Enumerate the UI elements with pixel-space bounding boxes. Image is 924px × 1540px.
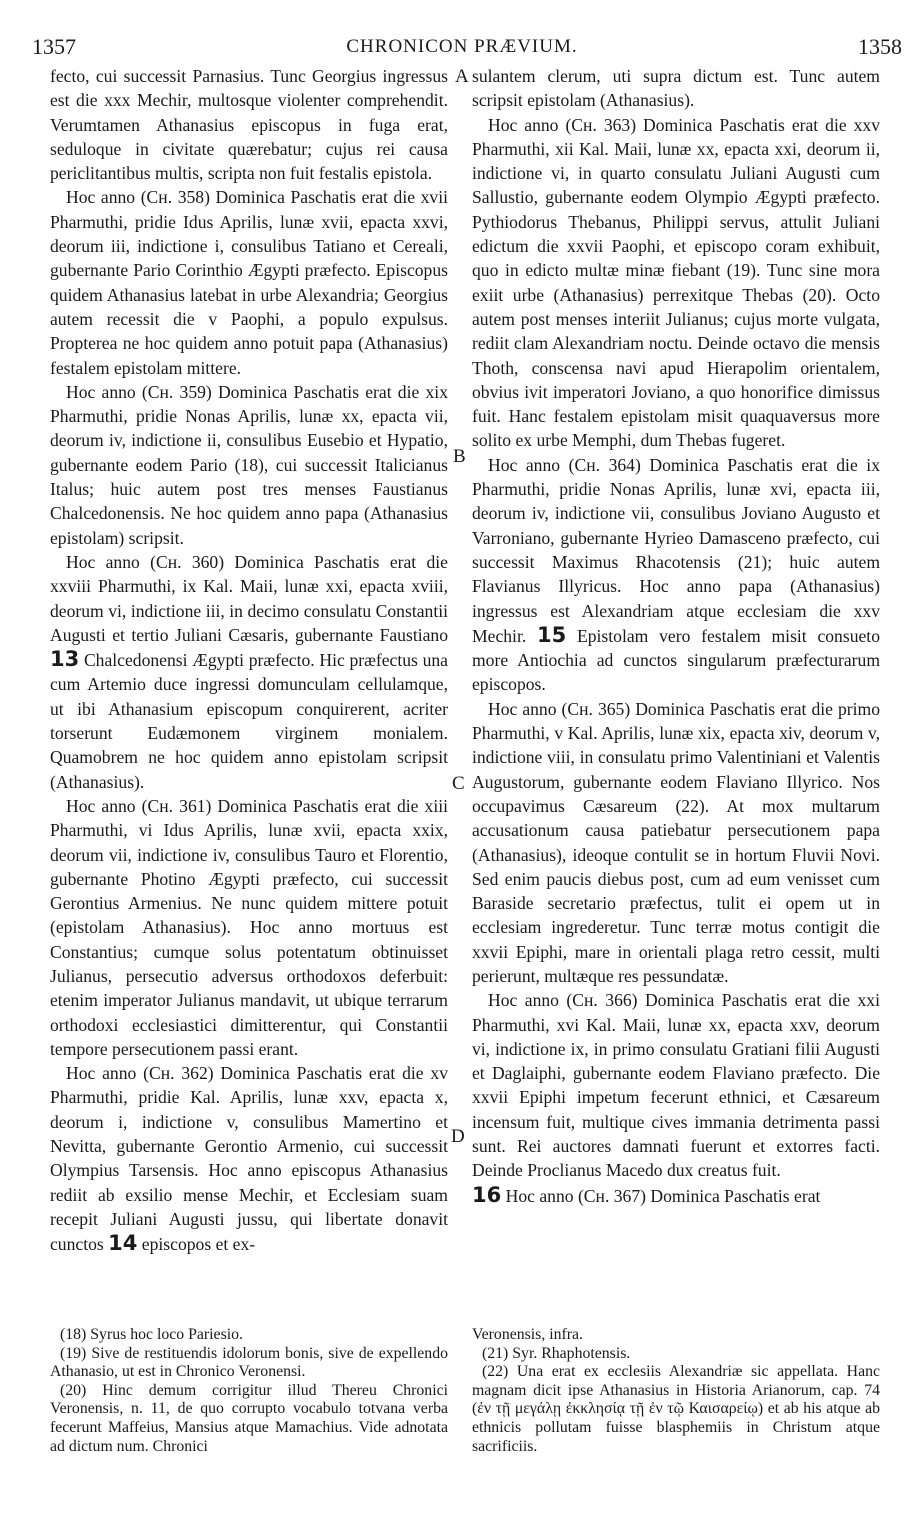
footnotes-left: [50, 1326, 448, 1456]
margin-letter-c: C: [452, 773, 465, 794]
section-marker-14: 14: [108, 1231, 138, 1256]
running-title: CHRONICON PRÆVIUM.: [346, 36, 578, 57]
footnote-18: (18) Syrus hoc loco Pariesio.: [60, 1326, 243, 1343]
footnote-continuation: Veronensis, infra.: [472, 1326, 583, 1343]
paragraph-text: Epistolam vero festalem misit consueto more Antiochia ad cunctos singularum præfecturarum episcopos.: [472, 625, 880, 695]
page-header: [0, 34, 924, 62]
margin-letter-d: D: [451, 1126, 465, 1147]
paragraph-text: episcopos et ex-: [141, 1234, 256, 1255]
left-column: [50, 64, 448, 1257]
paragraph-text: Hoc anno (Cн. 362) Dominica Paschatis erat die xv Pharmuthi, pridie Kal. Aprilis, lunæ xxv, epacta x, deorum i, indictione v, consulibus Mamertino et Nevitta, gubernante Gerontio Armenio, cui successit Olympius Tarsensis. Hoc anno episcopus Athanasius rediit ab exsilio mense Mechir, et Ecclesiam suam recepit Juliani Augusti jussu, qui libertate donavit cunctos: [50, 1063, 448, 1255]
paragraph: [50, 550, 448, 794]
paragraph: Hoc anno (Cн. 358) Dominica Paschatis erat die xvii Pharmuthi, pridie Idus Aprilis, lunæ xvii, epacta xxvi, deorum iii, indictione i, consulibus Tatiano et Cereali, gubernante Pario Corinthio Ægypti præfecto. Episcopus quidem Athanasius latebat in urbe Alexandria; Georgius autem recessit die v Paophi, a populo expulsus. Propterea ne hoc quidem anno potuit papa (Athanasius) festalem epistolam mittere.: [50, 187, 448, 378]
paragraph: Hoc anno (Cн. 361) Dominica Paschatis erat die xiii Pharmuthi, vi Idus Aprilis, lunæ xvii, epacta xxix, deorum vii, indictione iv, consulibus Tauro et Florentio, gubernante Photino Ægypti præfecto, cui successit Gerontius Armenius. Ne nunc quidem mittere potuit (epistolam Athanasius). Hoc anno mortuus est Constantius; cumque solus potentatum obtinuisset Julianus, persecutio adversus orthodoxos deferbuit: etenim imperator Julianus mandavit, ut ubique terrarum orthodoxi ecclesiastici dimitterentur, qui Constantii tempore persecutionem passi erant.: [50, 795, 448, 1059]
section-marker-13: 13: [50, 647, 80, 672]
paragraph: Hoc anno (Cн. 365) Dominica Paschatis erat die primo Pharmuthi, v Kal. Aprilis, lunæ xix, epacta xiv, deorum v, indictione viii, in consulatu primo Valentiniani et Valentis Augustorum, gubernante eodem Flaviano Illyrico. Nos occupavimus Cæsareum (22). At mox multarum accusationum causa patiebatur persecutionem papa (Athanasius), ideoque contulit se in hortum Fluvii Novi. Sed enim paucis diebus post, cum ad eum venisset cum Baraside secretario præfectus, tulit ei opem ut in ecclesiam ingrederetur. Tunc terræ motus contigit die xxvii Epiphi, mare in orientali plaga retro cessit, multi perierunt, multæque res pessundatæ.: [472, 698, 880, 986]
paragraph-text: Chalcedonensi Ægypti præfecto. Hic præfectus una cum Artemio duce ingressi domunculam cellulamque, ut ibi Athanasium episcopum conquirerent, acriter torserunt Eudæmonem virginem monialem. Quamobrem ne hoc quidem anno epistolam scripsit (Athanasius).: [50, 650, 448, 792]
footnote-20: (20) Hinc demum corrigitur illud Thereu Chronici Veronensis, n. 11, de quo corrupto vocabulo totvana verba fecerunt Maffeius, Mansius atque Mamachius. Vide adnotata ad dictum num. Chronici: [50, 1381, 448, 1455]
margin-letter-b: B: [453, 446, 466, 467]
paragraph: sulantem clerum, uti supra dictum est. Tunc autem scripsit epistolam (Athanasius).: [472, 66, 880, 111]
footnote-21: (21) Syr. Rhaphotensis.: [482, 1344, 631, 1362]
page-number-right: 1358: [858, 34, 902, 59]
paragraph: Hoc anno (Cн. 366) Dominica Paschatis erat die xxi Pharmuthi, xvi Kal. Maii, lunæ xx, epacta xxv, deorum vi, indictione ix, in primo consulatu Gratiani filii Augusti et Daglaiphi, gubernante eodem Flaviano præfecto. Die xxvii Epiphi impetum fecerunt ethnici, et Cæsareum incensum fuit, multique cives immania detrimenta passi sunt. Rei auctores damnati fuerunt et extorres facti. Deinde Proclianus Macedo dux creatus fuit.: [472, 990, 880, 1181]
footnote-22: (22) Una erat ex ecclesiis Alexandriæ sic appellata. Hanc magnam dicit ipse Athanasius in Historia Arianorum, cap. 74 (ἐν τῇ μεγάλῃ ἐκκλησίᾳ τῇ ἐν τῷ Καισαρείῳ) et ab his atque ab ethnicis pollutam fuisse blasphemiis in Christum atque sacrificiis.: [472, 1363, 880, 1455]
paragraph: fecto, cui successit Parnasius. Tunc Georgius ingressus est die xxx Mechir, multosque violenter comprehendit. Verumtamen Athanasius episcopus in fuga erat, seduloque in civitate quærebatur; cujus rei causa periclitantibus multis, scripta non fuit festalis epistola.: [50, 66, 448, 184]
paragraph-text: Hoc anno (Cн. 367) Dominica Paschatis erat: [505, 1185, 821, 1206]
paragraph: [472, 453, 880, 697]
margin-letter-a: A: [455, 66, 469, 87]
footnote-19: (19) Sive de restituendis idolorum bonis, sive de expellendo Athanasio, ut est in Chronico Veronensi.: [50, 1344, 448, 1381]
section-marker-16: 16: [472, 1182, 502, 1207]
paragraph: Hoc anno (Cн. 359) Dominica Paschatis erat die xix Pharmuthi, pridie Nonas Aprilis, lunæ xx, epacta vii, deorum iv, indictione ii, consulibus Eusebio et Hypatio, gubernante eodem Pario (18), cui successit Italicianus Italus; huic autem post tres menses Faustianus Chalcedonensis. Ne hoc quidem anno papa (Athanasius epistolam) scripsit.: [50, 381, 448, 548]
paragraph: [472, 1183, 880, 1208]
page-number-left: 1357: [32, 34, 76, 59]
right-column: [472, 64, 880, 1208]
paragraph-text: Hoc anno (Cн. 364) Dominica Paschatis erat die ix Pharmuthi, pridie Nonas Aprilis, lunæ xvi, epacta iii, deorum iv, indictione vii, consulibus Joviano Augusto et Varroniano, gubernante Hyrieo Damasceno præfecto, cui successit Maximus Rhacotensis (21); huic autem Flavianus Illyricus. Hoc anno papa (Athanasius) ingressus est Alexandriam atque ecclesiam die xxv Mechir.: [472, 454, 880, 646]
section-marker-15: 15: [537, 622, 567, 647]
paragraph: Hoc anno (Cн. 363) Dominica Paschatis erat die xxv Pharmuthi, xii Kal. Maii, lunæ xx, epacta xxi, deorum ii, indictione vi, in quarto consulatu Juliani Augusti cum Sallustio, gubernante eodem Olympio Ægypti præfecto. Pythiodorus Thebanus, Philippi servus, attulit Juliani edictum die xxvii Paophi, et episcopo coram exhibuit, quo in edicto multæ minæ fiebant (19). Tunc sine mora exiit urbe (Athanasius) perrexitque Thebas (20). Octo autem post menses interiit Julianus; cujus morte vulgata, rediit clam Alexandriam noctu. Deinde octavo die mensis Thoth, conscensa navi apud Hierapolim orientalem, obvius ivit imperatori Joviano, a quo honorifice dimissus fuit. Hanc festalem epistolam misit quaquaversus more solito ex urbe Memphi, dum Thebas fugeret.: [472, 114, 880, 451]
paragraph: [50, 1061, 448, 1256]
paragraph-text: Hoc anno (Cн. 360) Dominica Paschatis erat die xxviii Pharmuthi, ix Kal. Maii, lunæ xxi, epacta xviii, deorum vi, indictione iii, in decimo consulatu Constantii Augusti et tertio Juliani Cæsaris, gubernante Faustiano: [50, 551, 448, 645]
footnotes-right: [472, 1326, 880, 1456]
